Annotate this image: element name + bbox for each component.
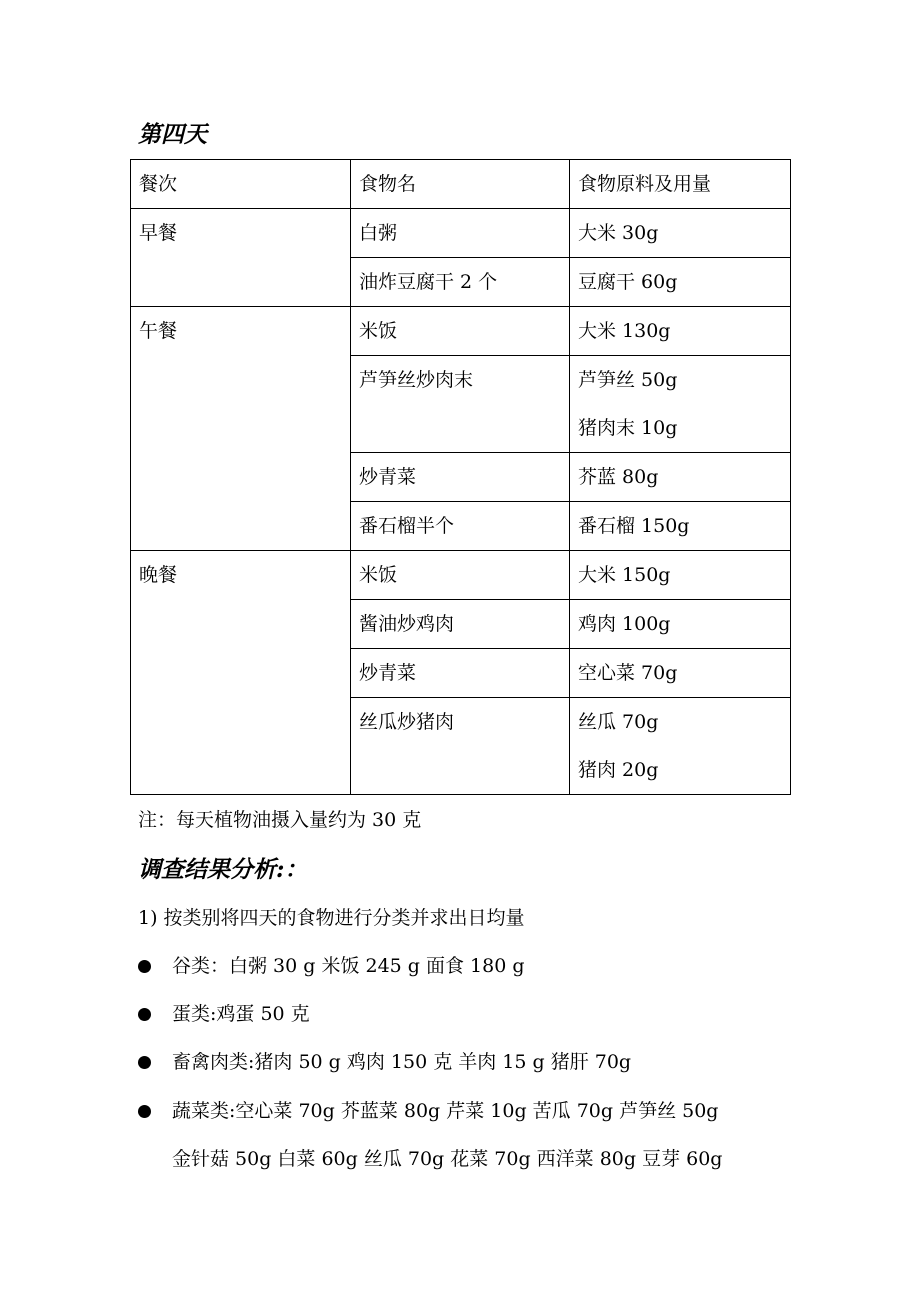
- dish-cell: 炒青菜: [351, 649, 570, 698]
- dish-cell: 油炸豆腐干 2 个: [351, 258, 570, 307]
- ingredient-cell: 芥蓝 80g: [570, 453, 791, 502]
- bullet-text: 蛋类:鸡蛋 50 克: [172, 1003, 310, 1025]
- ingredient-line: 丝瓜 70g: [578, 711, 659, 733]
- analysis-title: 调查结果分析:：: [138, 856, 308, 883]
- bullet-text: 谷类：白粥 30 g 米饭 245 g 面食 180 g: [172, 955, 525, 977]
- ingredient-cell: 大米 150g: [570, 551, 791, 600]
- bullet-icon: [138, 1105, 151, 1118]
- dish-cell: 米饭: [351, 307, 570, 356]
- header-ingredients: 食物原料及用量: [570, 160, 791, 209]
- dish-cell: 酱油炒鸡肉: [351, 600, 570, 649]
- bullet-icon: [138, 1008, 151, 1021]
- oil-note: 注：每天植物油摄入量约为 30 克: [138, 809, 422, 831]
- bullet-text: 蔬菜类:空心菜 70g 芥蓝菜 80g 芹菜 10g 苦瓜 70g 芦笋丝 50g: [172, 1100, 719, 1122]
- bullet-icon: [138, 960, 151, 973]
- ingredient-line: 猪肉 20g: [578, 759, 659, 781]
- ingredient-cell: [570, 356, 791, 453]
- dish-cell: 炒青菜: [351, 453, 570, 502]
- ingredient-line: 猪肉末 10g: [578, 417, 678, 439]
- dish-cell: 番石榴半个: [351, 502, 570, 551]
- meal-cell: 早餐: [131, 209, 351, 307]
- ingredient-cell: 豆腐干 60g: [570, 258, 791, 307]
- ingredient-cell: 番石榴 150g: [570, 502, 791, 551]
- meal-table: [130, 159, 791, 795]
- step-1-text: 1) 按类别将四天的食物进行分类并求出日均量: [138, 907, 525, 929]
- ingredient-line: 芦笋丝 50g: [578, 369, 678, 391]
- meal-cell: 晚餐: [131, 551, 351, 795]
- table-row: [131, 307, 791, 356]
- table-row: [131, 209, 791, 258]
- ingredient-cell: 空心菜 70g: [570, 649, 791, 698]
- bullet-text: 畜禽肉类:猪肉 50 g 鸡肉 150 克 羊肉 15 g 猪肝 70g: [172, 1051, 632, 1073]
- dish-cell: 芦笋丝炒肉末: [351, 356, 570, 453]
- vegetables-continuation: 金针菇 50g 白菜 60g 丝瓜 70g 花菜 70g 西洋菜 80g 豆芽 60g: [172, 1148, 723, 1170]
- ingredient-cell: [570, 698, 791, 795]
- table-header-row: [131, 160, 791, 209]
- ingredient-cell: 大米 130g: [570, 307, 791, 356]
- dish-cell: 丝瓜炒猪肉: [351, 698, 570, 795]
- ingredient-cell: 鸡肉 100g: [570, 600, 791, 649]
- header-food-name: 食物名: [351, 160, 570, 209]
- table-row: [131, 551, 791, 600]
- meal-cell: 午餐: [131, 307, 351, 551]
- dish-cell: 米饭: [351, 551, 570, 600]
- dish-cell: 白粥: [351, 209, 570, 258]
- day-title: 第四天: [138, 121, 207, 148]
- ingredient-cell: 大米 30g: [570, 209, 791, 258]
- bullet-icon: [138, 1056, 151, 1069]
- header-meal: 餐次: [131, 160, 351, 209]
